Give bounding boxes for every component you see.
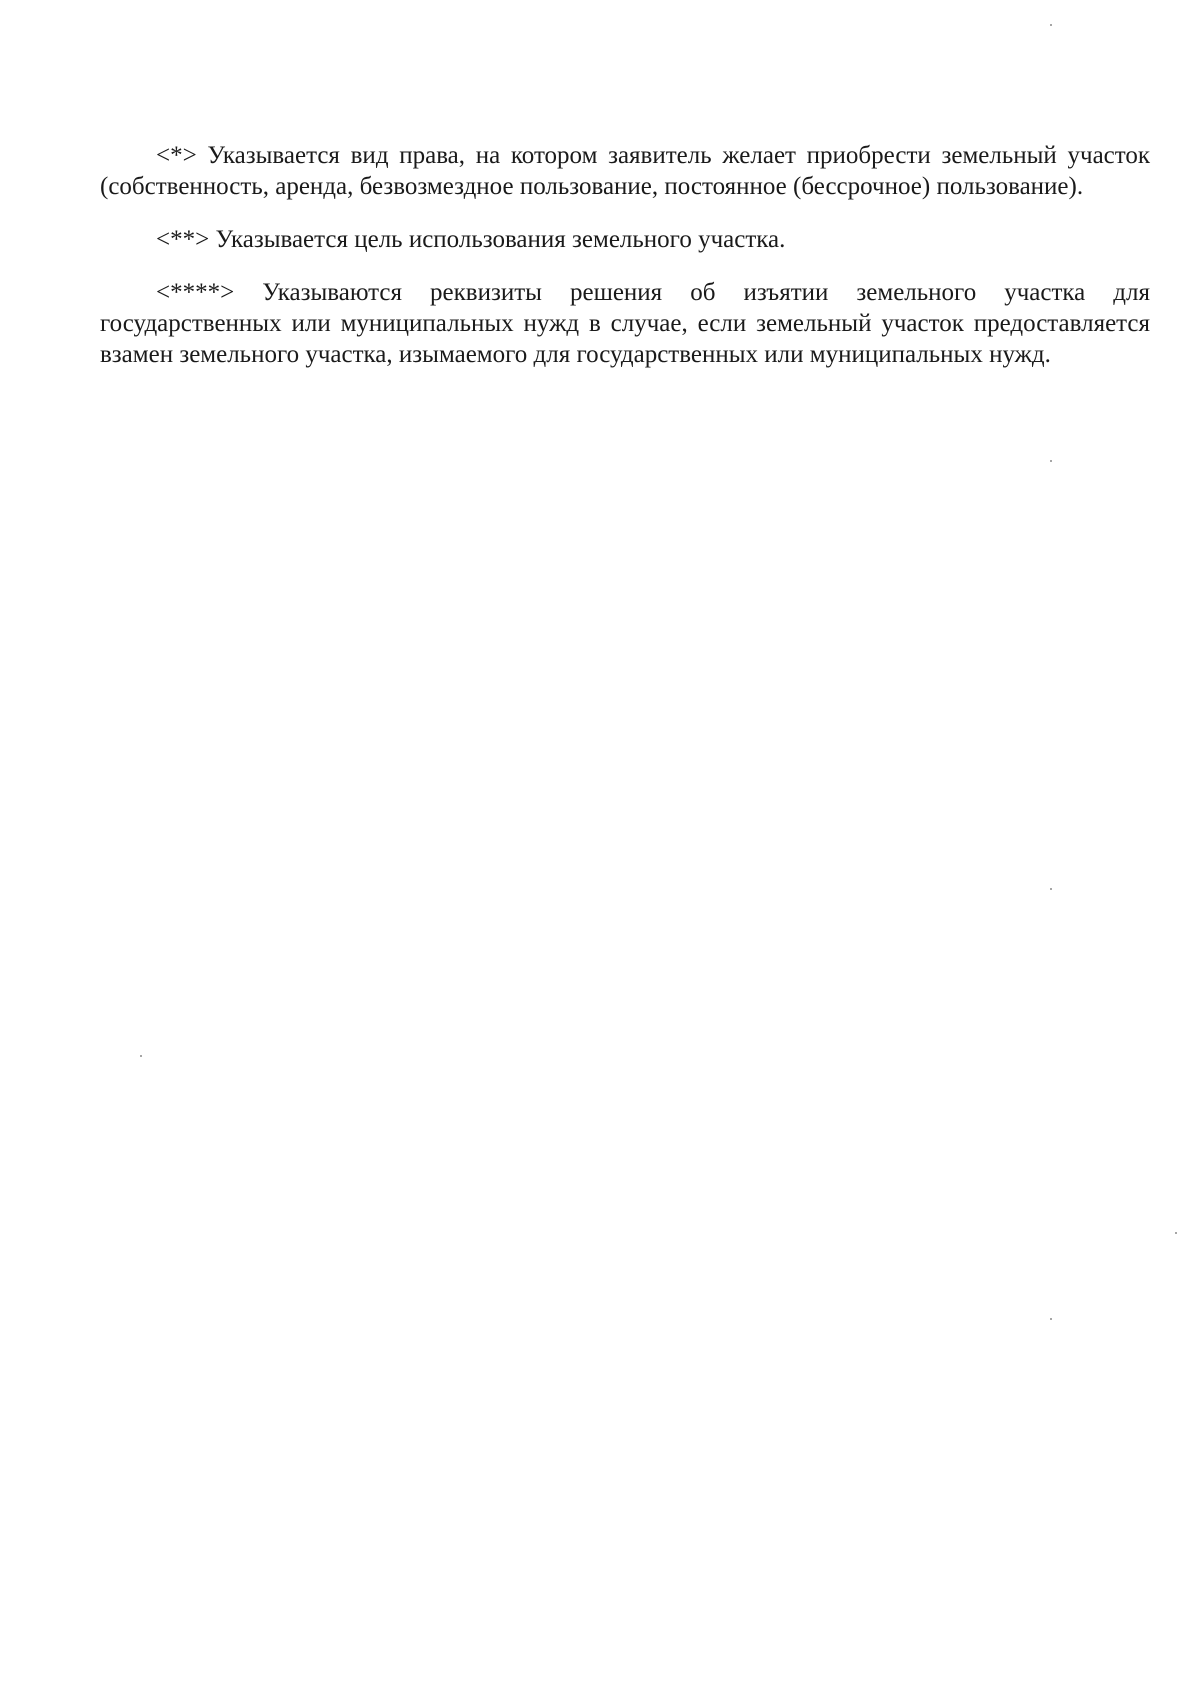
scan-speck — [140, 1055, 142, 1057]
scan-speck — [1050, 888, 1052, 890]
footnote-right-type: <*> Указывается вид права, на котором заявитель желает приобрести земельный участок (собственность, аренда, безвозмездное пользование, постоянное (бессрочное) пользование). — [100, 142, 1150, 200]
scan-speck — [1175, 1232, 1177, 1234]
scan-speck — [1050, 1318, 1052, 1320]
footnote-land-purpose: <**> Указывается цель использования земельного участка. — [156, 226, 786, 253]
footnote-withdrawal-decision: <****> Указываются реквизиты решения об изъятии земельного участка для государственных или муниципальных нужд в случае, если земельный участок предоставляется взамен земельного участка, изымаемого для государственных или муниципальных нужд. — [100, 279, 1150, 368]
scan-speck — [1050, 460, 1052, 462]
scan-speck — [1050, 24, 1052, 26]
footnotes-section — [100, 140, 1150, 392]
